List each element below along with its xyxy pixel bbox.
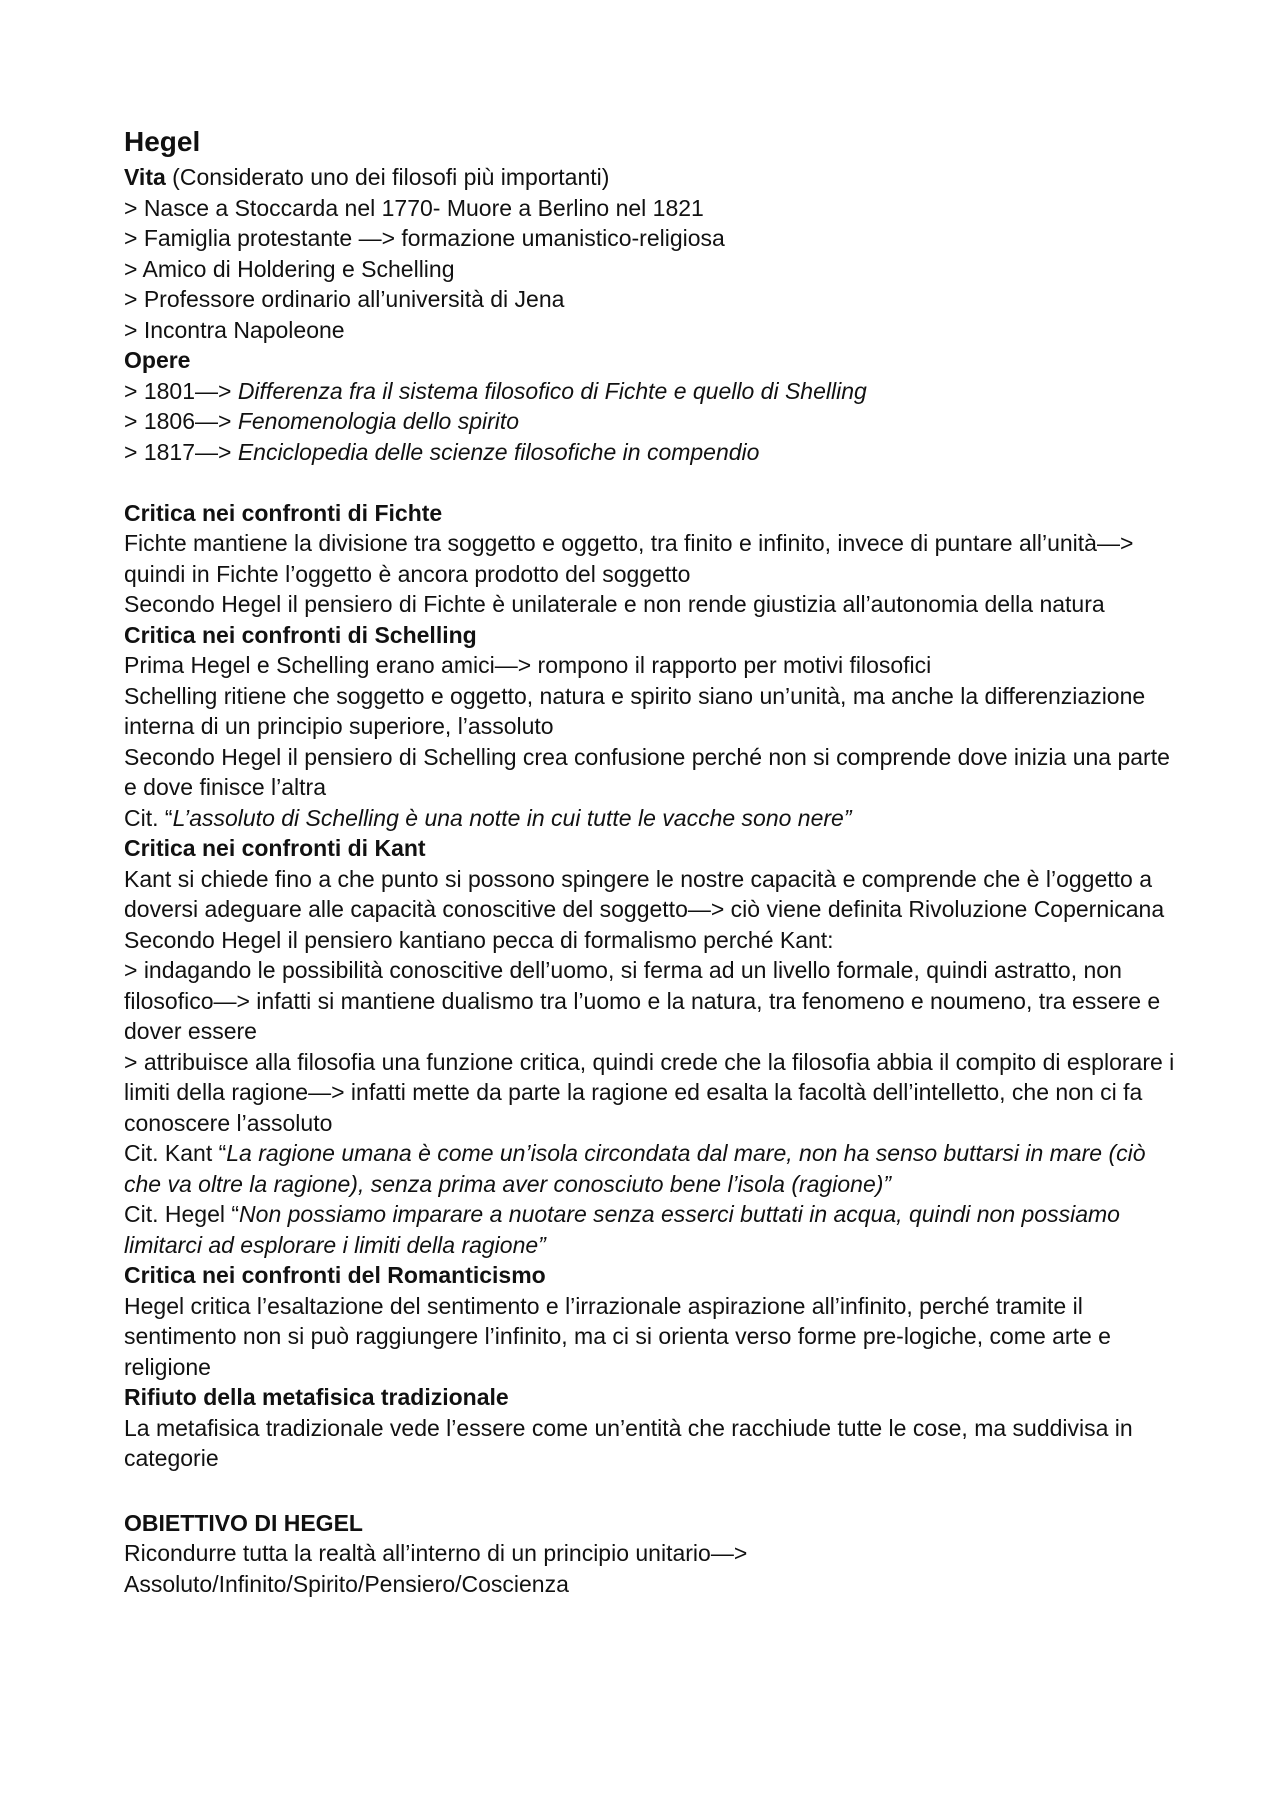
quote-text: La ragione umana è come un’isola circondata dal mare, non ha senso buttarsi in mare (ciò che va oltre la ragione), senza prima aver conosciuto bene l’isola (ragione)” [124, 1140, 1146, 1197]
vita-label: Vita [124, 164, 166, 190]
spacer [124, 467, 1184, 498]
fichte-paragraph: Fichte mantiene la divisione tra soggetto e oggetto, tra finito e infinito, invece di puntare all’unità—> quindi in Fichte l’oggetto è ancora prodotto del soggetto [124, 530, 1134, 587]
kant-heading: Critica nei confronti di Kant [124, 835, 426, 861]
fichte-paragraph: Secondo Hegel il pensiero di Fichte è unilaterale e non rende giustizia all’autonomia della natura [124, 591, 1105, 617]
opere-item-prefix: > 1817—> [124, 438, 238, 465]
vita-item: > Amico di Holdering e Schelling [124, 255, 455, 282]
obiettivo-paragraph: Ricondurre tutta la realtà all’interno di un principio unitario—> Assoluto/Infinito/Spirito/Pensiero/Coscienza [124, 1540, 748, 1597]
kant-paragraph: Secondo Hegel il pensiero kantiano pecca di formalismo perché Kant: [124, 926, 834, 953]
kant-paragraph: Kant si chiede fino a che punto si possono spingere le nostre capacità e comprende che è l’oggetto a doversi adeguare alle capacità conoscitive del soggetto—> ciò viene definita Rivoluzione Copernicana [124, 865, 1165, 922]
vita-item: > Incontra Napoleone [124, 316, 345, 343]
opere-item-title: Fenomenologia dello spirito [237, 408, 520, 434]
vita-item: > Professore ordinario all’università di Jena [124, 286, 565, 312]
romanticismo-heading: Critica nei confronti del Romanticismo [124, 1262, 546, 1288]
vita-item: > Famiglia protestante —> formazione umanistico-religiosa [124, 225, 725, 251]
spacer [124, 1474, 1184, 1508]
kant-quote [124, 1138, 1184, 1199]
opere-item-prefix: > 1801—> [124, 377, 238, 404]
opere-item-title: Differenza fra il sistema filosofico di Fichte e quello di Shelling [237, 377, 867, 404]
romanticismo-paragraph: Hegel critica l’esaltazione del sentimento e l’irrazionale aspirazione all’infinito, perché tramite il sentimento non si può raggiungere l’infinito, ma ci si orienta verso forme pre-logiche, come arte e religione [124, 1292, 1111, 1380]
vita-line [124, 162, 1184, 193]
fichte-heading: Critica nei confronti di Fichte [124, 499, 443, 526]
quote-text: Non possiamo imparare a nuotare senza esserci buttati in acqua, quindi non possiamo limitarci ad esplorare i limiti della ragione” [124, 1201, 1120, 1258]
quote-prefix: Cit. Kant “ [124, 1140, 227, 1166]
kant-paragraph: > indagando le possibilità conoscitive dell’uomo, si ferma ad un livello formale, quindi astratto, non filosofico—> infatti si mantiene dualismo tra l’uomo e la natura, tra fenomeno e noumeno, tra essere e dover essere [124, 957, 1161, 1044]
obiettivo-heading: OBIETTIVO DI HEGEL [124, 1509, 363, 1536]
quote-prefix: Cit. “ [124, 804, 173, 831]
metafisica-heading: Rifiuto della metafisica tradizionale [124, 1384, 509, 1410]
schelling-paragraph: Schelling ritiene che soggetto e oggetto, natura e spirito siano un’unità, ma anche la differenziazione interna di un principio superiore, l’assoluto [124, 682, 1146, 739]
vita-item: > Nasce a Stoccarda nel 1770- Muore a Berlino nel 1821 [124, 194, 704, 221]
kant-paragraph: > attribuisce alla filosofia una funzione critica, quindi crede che la filosofia abbia il compito di esplorare i limiti della ragione—> infatti mette da parte la ragione ed esalta la facoltà dell’intelletto, che non ci fa conoscere l’assoluto [124, 1048, 1175, 1136]
opere-item [124, 437, 1184, 468]
schelling-paragraph: Prima Hegel e Schelling erano amici—> rompono il rapporto per motivi filosofici [124, 652, 932, 678]
opere-item-title: Enciclopedia delle scienze filosofiche in compendio [237, 438, 760, 465]
opere-item [124, 376, 1184, 407]
opere-item-prefix: > 1806—> [124, 408, 238, 434]
schelling-quote [124, 803, 1184, 834]
schelling-paragraph: Secondo Hegel il pensiero di Schelling crea confusione perché non si comprende dove inizia una parte e dove finisce l’altra [124, 743, 1170, 800]
opere-heading: Opere [124, 347, 191, 373]
page-title: Hegel [124, 126, 201, 157]
hegel-quote [124, 1199, 1184, 1260]
vita-note: (Considerato uno dei filosofi più importanti) [165, 164, 610, 190]
schelling-heading: Critica nei confronti di Schelling [124, 621, 477, 648]
opere-item [124, 406, 1184, 437]
metafisica-paragraph: La metafisica tradizionale vede l’essere come un’entità che racchiude tutte le cose, ma suddivisa in categorie [124, 1414, 1133, 1471]
quote-text: L’assoluto di Schelling è una notte in cui tutte le vacche sono nere” [172, 804, 852, 831]
document-page [124, 122, 1184, 1599]
quote-prefix: Cit. Hegel “ [124, 1201, 240, 1227]
